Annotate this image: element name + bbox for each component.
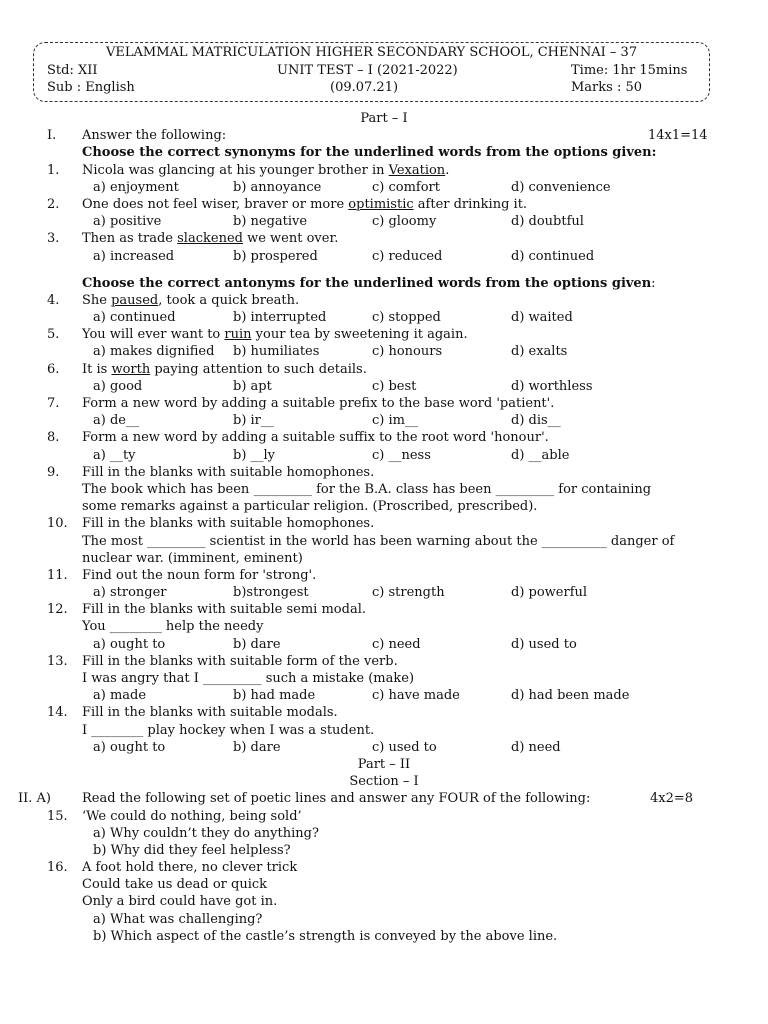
option: a) stronger xyxy=(93,585,167,601)
sub-question: b) Which aspect of the castle’s strength is conveyed by the above line. xyxy=(93,928,558,944)
option: a) made xyxy=(93,688,147,704)
question-text: Fill in the blanks with suitable form of the verb. xyxy=(82,653,398,669)
option: b) humiliates xyxy=(233,344,320,360)
option: b) dare xyxy=(233,636,281,652)
poem-line: ‘We could do nothing, being sold’ xyxy=(82,808,302,824)
option: b) ir__ xyxy=(233,413,274,429)
text-line xyxy=(0,928,768,945)
marks-label: Marks : 50 xyxy=(571,80,643,95)
question-text: You will ever want to ruin your tea by sweetening it again. xyxy=(82,327,468,343)
text-line xyxy=(0,584,768,601)
option: a) ought to xyxy=(93,739,166,755)
question-number: 7. xyxy=(47,396,60,411)
text-line xyxy=(0,127,768,144)
question-continuation: You ________ help the needy xyxy=(82,619,264,635)
text-line xyxy=(0,876,768,893)
underlined-word: paused xyxy=(111,292,159,308)
text-line xyxy=(0,326,768,343)
question-text: Fill in the blanks with suitable modals. xyxy=(82,705,338,721)
option: d) continued xyxy=(511,248,595,264)
question-number: 10. xyxy=(47,516,68,532)
text-line xyxy=(0,515,768,532)
section-number: II. A) xyxy=(18,791,51,807)
part-title: Part – II xyxy=(357,756,411,772)
sub-question: a) Why couldn’t they do anything? xyxy=(93,825,319,841)
question-continuation: some remarks against a particular religion. (Proscribed, prescribed). xyxy=(82,499,538,515)
question-continuation: I ________ play hockey when I was a student. xyxy=(82,722,375,738)
text-line xyxy=(0,567,768,584)
question-text: Fill in the blanks with suitable homophones. xyxy=(82,464,375,480)
option: c) stopped xyxy=(372,310,441,326)
text-line xyxy=(0,601,768,618)
option: c) used to xyxy=(372,739,437,755)
text-line xyxy=(0,275,768,292)
question-continuation: The most _________ scientist in the world has been warning about the __________ danger of xyxy=(82,533,675,549)
question-number: 2. xyxy=(47,196,60,212)
question-text: Form a new word by adding a suitable suffix to the root word 'honour'. xyxy=(82,430,549,446)
question-text: Fill in the blanks with suitable semi modal. xyxy=(82,602,366,618)
option: d) worthless xyxy=(511,378,593,394)
option: b) prospered xyxy=(233,248,318,264)
text-line xyxy=(0,739,768,756)
question-continuation: The book which has been _________ for the B.A. class has been _________ for containing xyxy=(82,481,652,497)
text-line xyxy=(0,230,768,247)
option: a) continued xyxy=(93,310,176,326)
section-number: I. xyxy=(47,128,57,144)
option: c) need xyxy=(372,636,421,652)
question-number: 1. xyxy=(47,162,60,178)
option: a) good xyxy=(93,378,143,394)
text-line xyxy=(0,893,768,910)
text-line xyxy=(0,653,768,670)
text-line xyxy=(0,773,768,790)
option: b) apt xyxy=(233,378,272,394)
text-line xyxy=(0,196,768,213)
underlined-word: Vexation xyxy=(388,162,446,178)
question-text: Nicola was glancing at his younger brother in Vexation. xyxy=(82,162,450,178)
sub-question: a) What was challenging? xyxy=(93,911,263,927)
option: b) negative xyxy=(233,214,308,230)
option: c) im__ xyxy=(372,413,418,429)
question-continuation: I was angry that I _________ such a mistake (make) xyxy=(82,671,415,686)
question-number: 4. xyxy=(47,292,60,308)
question-text: She paused, took a quick breath. xyxy=(82,292,300,308)
section-instruction: Read the following set of poetic lines and answer any FOUR of the following: xyxy=(82,791,591,807)
question-number: 16. xyxy=(47,860,68,876)
option: d) waited xyxy=(511,310,573,326)
option: d) had been made xyxy=(511,688,630,704)
underlined-word: worth xyxy=(111,361,151,377)
option: c) comfort xyxy=(372,179,440,195)
test-title: UNIT TEST – I (2021-2022) xyxy=(277,63,458,78)
text-line xyxy=(0,395,768,412)
text-line xyxy=(0,343,768,360)
question-number: 8. xyxy=(47,430,60,446)
text-line xyxy=(0,248,768,265)
question-number: 3. xyxy=(47,231,60,247)
std-label: Std: XII xyxy=(47,63,98,78)
option: c) gloomy xyxy=(372,214,437,230)
option: d) powerful xyxy=(511,585,588,601)
text-line xyxy=(0,292,768,309)
part-title: Part – I xyxy=(360,111,408,126)
header-box xyxy=(33,42,710,102)
text-line xyxy=(0,361,768,378)
question-continuation: nuclear war. (imminent, eminent) xyxy=(82,550,303,566)
option: b)strongest xyxy=(233,585,309,601)
option: a) ought to xyxy=(93,636,166,652)
time-label: Time: 1hr 15mins xyxy=(571,63,688,78)
text-line xyxy=(0,533,768,550)
poem-line: A foot hold there, no clever trick xyxy=(82,860,298,876)
antonyms-heading: Choose the correct antonyms for the underlined words from the options given: xyxy=(82,275,656,291)
section-marks: 4x2=8 xyxy=(650,791,694,807)
section-marks: 14x1=14 xyxy=(648,128,708,144)
text-line xyxy=(0,911,768,928)
synonyms-heading: Choose the correct synonyms for the underlined words from the options given: xyxy=(82,145,657,161)
underlined-word: ruin xyxy=(224,327,252,343)
option: c) reduced xyxy=(372,248,443,264)
option: d) __able xyxy=(511,447,570,463)
question-text: It is worth paying attention to such details. xyxy=(82,361,367,377)
option: a) makes dignified xyxy=(93,344,215,360)
option: d) convenience xyxy=(511,179,611,195)
question-number: 9. xyxy=(47,464,60,480)
question-text: Form a new word by adding a suitable prefix to the base word 'patient'. xyxy=(82,396,555,411)
text-line xyxy=(0,825,768,842)
option: d) doubtful xyxy=(511,214,584,230)
question-number: 13. xyxy=(47,653,68,669)
text-line xyxy=(0,481,768,498)
text-line xyxy=(0,859,768,876)
sub-question: b) Why did they feel helpless? xyxy=(93,842,291,858)
option: c) __ness xyxy=(372,447,431,463)
text-line xyxy=(0,213,768,230)
question-text: Then as trade slackened we went over. xyxy=(82,231,339,247)
option: c) honours xyxy=(372,344,443,360)
option: c) strength xyxy=(372,585,445,601)
text-line xyxy=(0,687,768,704)
poem-line: Could take us dead or quick xyxy=(82,877,268,893)
text-line xyxy=(0,756,768,773)
option: b) had made xyxy=(233,688,316,704)
option: a) __ty xyxy=(93,447,136,463)
option: d) need xyxy=(511,739,561,755)
option: c) have made xyxy=(372,688,460,704)
text-line xyxy=(0,808,768,825)
text-line xyxy=(0,704,768,721)
text-line xyxy=(0,842,768,859)
question-number: 12. xyxy=(47,602,68,618)
text-line xyxy=(0,670,768,687)
question-text: Find out the noun form for 'strong'. xyxy=(82,567,317,583)
underlined-word: optimistic xyxy=(348,196,414,212)
question-text: Fill in the blanks with suitable homophones. xyxy=(82,516,375,532)
option: a) increased xyxy=(93,248,175,264)
text-line xyxy=(0,179,768,196)
text-line xyxy=(0,550,768,567)
option: b) annoyance xyxy=(233,179,322,195)
option: d) exalts xyxy=(511,344,568,360)
text-line xyxy=(0,412,768,429)
option: a) enjoyment xyxy=(93,179,179,195)
section-title: Section – I xyxy=(349,774,419,790)
school-name: VELAMMAL MATRICULATION HIGHER SECONDARY SCHOOL, CHENNAI – 37 xyxy=(106,45,638,60)
text-line xyxy=(0,447,768,464)
text-line xyxy=(0,110,768,127)
question-number: 11. xyxy=(47,567,68,583)
text-line xyxy=(0,618,768,635)
poem-line: Only a bird could have got in. xyxy=(82,894,278,910)
option: d) dis__ xyxy=(511,413,561,429)
question-number: 6. xyxy=(47,361,60,377)
section-instruction: Answer the following: xyxy=(82,128,227,144)
question-number: 14. xyxy=(47,705,68,721)
exam-content xyxy=(0,110,768,945)
text-line xyxy=(0,498,768,515)
option: d) used to xyxy=(511,636,577,652)
question-number: 5. xyxy=(47,327,60,343)
text-line xyxy=(0,144,768,161)
text-line xyxy=(0,790,768,807)
option: b) dare xyxy=(233,739,281,755)
question-number: 15. xyxy=(47,808,68,824)
text-line xyxy=(0,378,768,395)
underlined-word: slackened xyxy=(177,231,243,247)
option: a) positive xyxy=(93,214,162,230)
text-line xyxy=(0,429,768,446)
text-line xyxy=(0,464,768,481)
test-date: (09.07.21) xyxy=(330,80,399,95)
option: b) interrupted xyxy=(233,310,327,326)
option: b) __ly xyxy=(233,447,276,463)
text-line xyxy=(0,636,768,653)
text-line xyxy=(0,722,768,739)
option: a) de__ xyxy=(93,413,139,429)
text-line xyxy=(0,162,768,179)
option: c) best xyxy=(372,378,417,394)
question-text: One does not feel wiser, braver or more optimistic after drinking it. xyxy=(82,196,528,212)
subject-label: Sub : English xyxy=(47,80,135,95)
text-line xyxy=(0,309,768,326)
